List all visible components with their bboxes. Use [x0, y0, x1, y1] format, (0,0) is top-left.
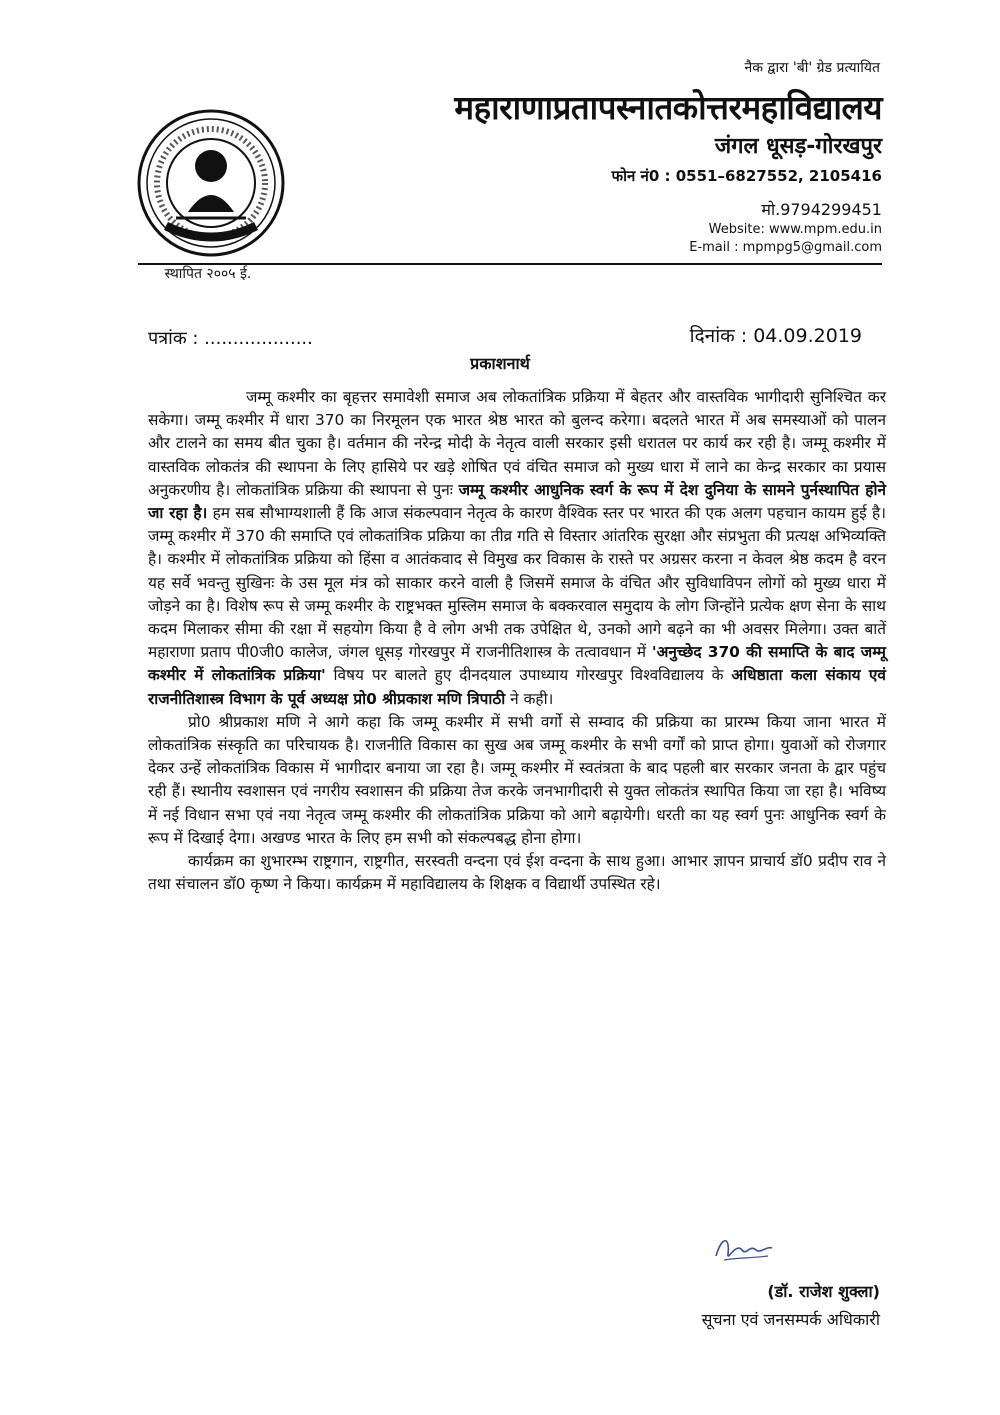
paragraph-3: कार्यक्रम का शुभारम्भ राष्ट्रगान, राष्ट्रगीत, सरस्वती वन्दना एवं ईश वन्दना के साथ हुआ। आभार ज्ञापन प्राचार्य डॉ0 प्रदीप राव ने तथा संचालन डॉ0 कृष्ण ने किया। कार्यक्रम में महाविद्यालय के शिक्षक व विद्यार्थी उपस्थित रहे। — [148, 852, 886, 894]
p1-text-a: जम्मू कश्मीर का बृहत्तर समावेशी समाज अब लोकतांत्रिक प्रक्रिया में बेहतर और वास्तविक भागीदारी सुनिश्चित कर सकेगा। जम्मू कश्मीर में धारा 370 का निरमूलन एक भारत श्रेष्ठ भारत को बुलन्द करेगा। बदलते भारत में अब समस्याओं को पालन और टालने का समय बीत चुका है। वर्तमान की नरेन्द्र मोदी के नेतृत्व वाली सरकार इसी धरातल पर कार्य कर रही है। जम्मू कश्मीर में वास्तविक लोकतंत्र की स्थापना के लिए हासिये पर खड़े शोषित एवं वंचित समाज को मुख्य धारा में लाने का केन्द्र सरकार का प्रयास अनुकरणीय है। लोकतांत्रिक प्रक्रिया की स्थापना से पुनः — [148, 388, 886, 499]
p1-bold-d: 'अनुच्छेद 370 की समाप्ति के बाद जम्मू कश्मीर में लोकतांत्रिक प्रक्रिया' — [148, 643, 886, 685]
body-text — [148, 386, 886, 896]
paragraph-2: प्रो0 श्रीप्रकाश मणि ने आगे कहा कि जम्मू कश्मीर में सभी वर्गो से सम्वाद की प्रक्रिया का प्रारम्भ किया जाना भारत में लोकतांत्रिक संस्कृति का परिचायक है। राजनीति विकास का सुख अब जम्मू कश्मीर के सभी वर्गों को प्राप्त होगा। युवाओं को रोजगार देकर उन्हें लोकतांत्रिक विकास में भागीदार बनाया जा रहा है। जम्मू कश्मीर में स्वतंत्रता के बाद पहली बार सरकार जनता के द्वार पहुंच रही हैं। स्थानीय स्वशासन एवं नगरीय स्वशासन की प्रक्रिया तेज करके जनभागीदारी से युक्त लोकतंत्र स्थापित किया जा रहा है। भविष्य में नई विधान सभा एवं नया नेतृत्व जम्मू कश्मीर की लोकतांत्रिक प्रक्रिया को आगे बढ़ायेगी। धरती का यह स्वर्ग पुनः आधुनिक स्वर्ग के रूप में दिखाई देगा। अखण्ड भारत के लिए हम सभी को संकल्पबद्ध होना होगा। — [148, 712, 886, 847]
p1-bold-b: जम्मू कश्मीर आधुनिक स्वर्ग के रूप में देश दुनिया के सामने पुर्नस्थापित होने जा रहा है। — [148, 480, 886, 523]
letter-date: दिनांक : 04.09.2019 — [689, 325, 862, 347]
accreditation-note: नैक द्वारा 'बी' ग्रेड प्रत्यायित — [744, 60, 880, 76]
email-link[interactable]: E-mail : mpmpg5@gmail.com — [689, 240, 882, 255]
p1-text-e: विषय पर बालते हुए दीनदयाल उपाध्याय गोरखपुर विश्वविद्यालय के — [325, 666, 732, 685]
document-heading: प्रकाशनार्थ — [470, 354, 530, 373]
phone-number: फोन नं0 : 0551–6827552, 2105416 — [611, 167, 882, 185]
college-name: महाराणाप्रतापस्नातकोत्तरमहाविद्यालय — [454, 88, 882, 127]
mobile-number: मो.9794299451 — [761, 200, 882, 219]
signatory-title: सूचना एवं जनसम्पर्क अधिकारी — [701, 1310, 880, 1329]
p1-bold-f: अधिष्ठाता कला संकाय एवं राजनीतिशास्त्र विभाग के पूर्व अध्यक्ष प्रो0 श्रीप्रकाश मणि त्रिपाठी — [148, 666, 886, 708]
signature-icon — [712, 1232, 776, 1268]
founded-year: स्थापित २००५ ई. — [164, 266, 252, 282]
signatory-name: (डॉ. राजेश शुक्ला) — [767, 1282, 880, 1301]
college-seal-icon — [136, 108, 286, 258]
college-place: जंगल धूसड़-गोरखपुर — [714, 134, 882, 159]
reference-number: पत्रांक : ................... — [148, 328, 313, 349]
website-link[interactable]: Website: www.mpm.edu.in — [708, 222, 882, 237]
paragraph-1 — [148, 386, 886, 711]
p1-text-g: ने कही। — [505, 689, 554, 708]
p1-text-c: हम सब सौभाग्यशाली हैं कि आज संकल्पवान नेतृत्व के कारण वैश्विक स्तर पर भारत की एक अलग पहचान कायम हुई है। जम्मू कश्मीर में 370 की समाप्ति एवं लोकतांत्रिक प्रक्रिया का तीव्र गति से विस्तार आंतरिक सुरक्षा और संप्रभुता की प्रत्यक्ष अभिव्यक्ति है। कश्मीर में लोकतांत्रिक प्रक्रिया को हिंसा व आतंकवाद से विमुख कर विकास के रास्ते पर अग्रसर करना न केवल श्रेष्ठ कदम है वरन यह सर्वे भवन्तु सुखिनः के उस मूल मंत्र को साकार करने वाली है जिसमें समाज के वंचित और सुविधाविपन लोगों को मुख्य धारा में जोड़ने का है। विशेष रूप से जम्मू कश्मीर के राष्ट्रभक्त मुस्लिम समाज के बक्करवाल समुदाय के लोग जिन्होंने प्रत्येक क्षण सेना के साथ कदम मिलाकर सीमा की रक्षा में सहयोग किया है वे लोग अभी तक उपेक्षित थे, उनको आगे बढ़ने का भी अवसर मिलेगा। उक्त बातें महाराणा प्रताप पी0जी0 कालेज, जंगल धूसड़ गोरखपुर में राजनीतिशास्त्र के तत्वावधान में — [148, 504, 886, 662]
